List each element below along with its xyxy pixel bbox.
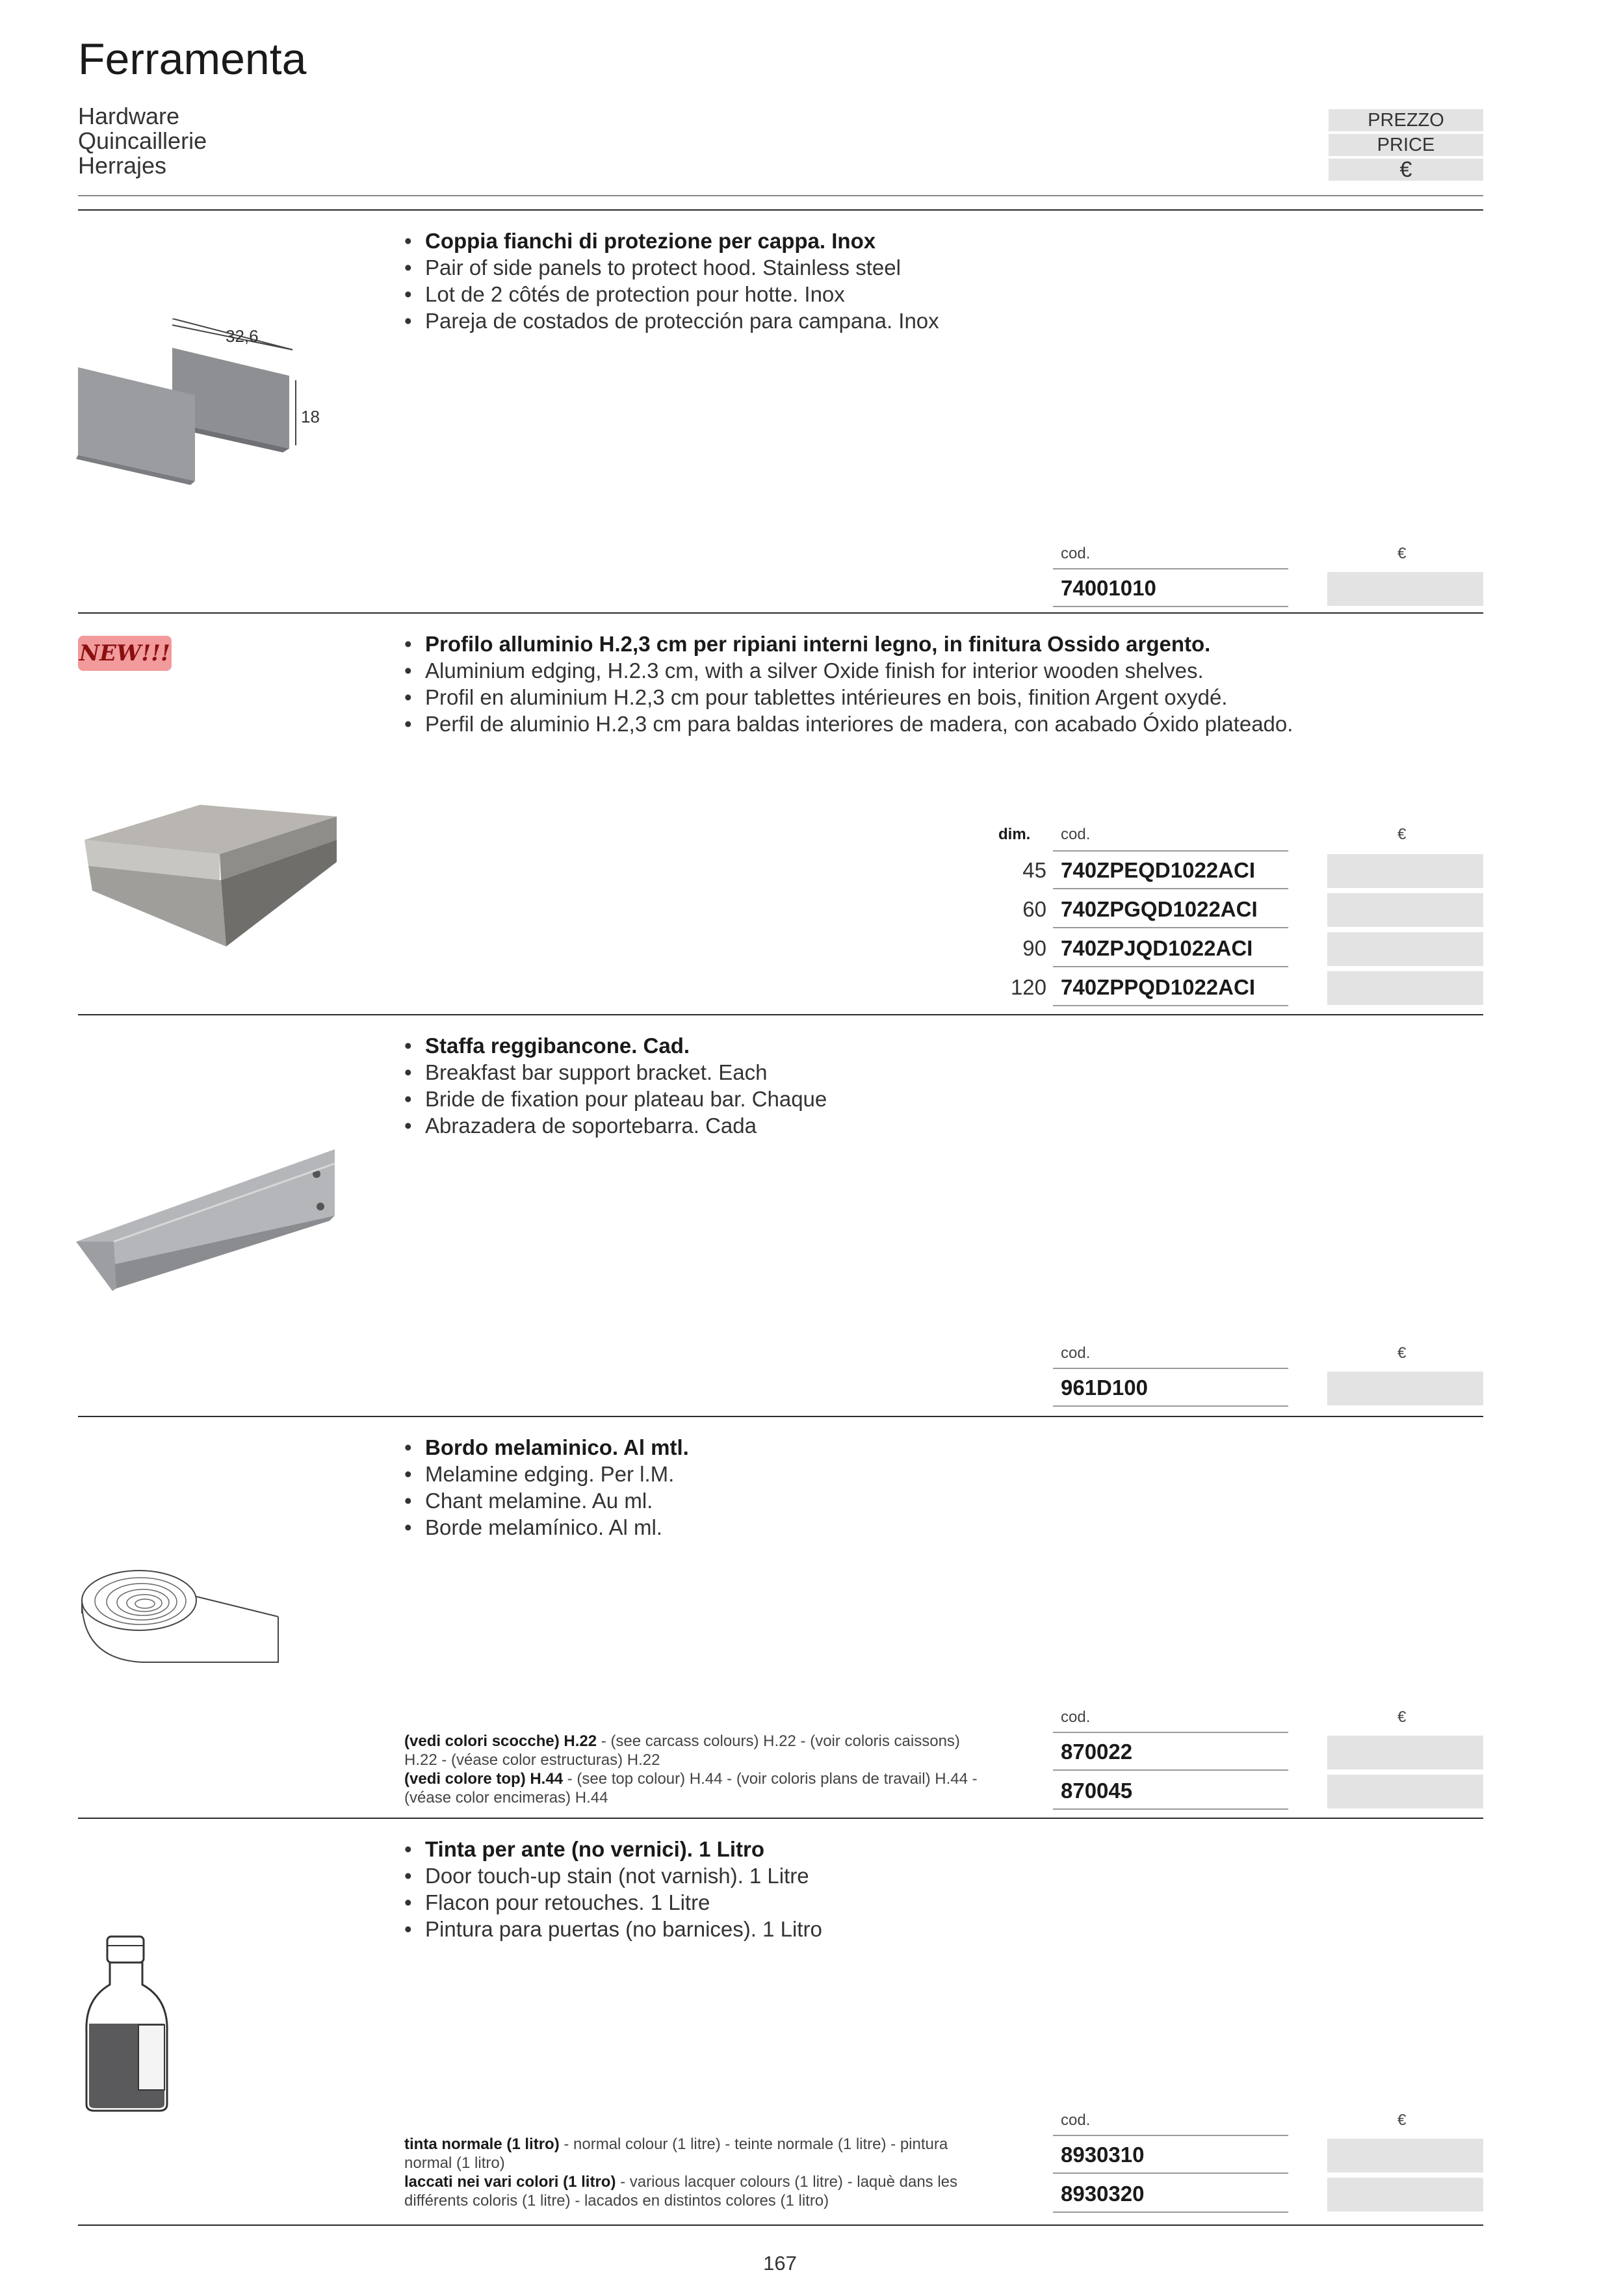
- code-underline: [1053, 606, 1288, 607]
- product-line-es: Perfil de aluminio H.2,3 cm para baldas interiores de madera, con acabado Óxido plateado.: [425, 712, 1293, 736]
- price-cell: [1327, 572, 1483, 606]
- price-cell: [1327, 2178, 1483, 2211]
- price-cell: [1327, 1736, 1483, 1769]
- section-divider: [78, 1014, 1483, 1015]
- note-rest: - various lacquer colours (1 litre) - laquè dans les différents coloris (1 litre) - lacados en distintos colores (1 litro): [404, 2173, 958, 2210]
- code-row: [1053, 1369, 1483, 1407]
- product-line-en: Melamine edging. Per l.M.: [425, 1462, 675, 1486]
- product-line-en: Pair of side panels to protect hood. Stainless steel: [425, 255, 901, 280]
- code-row: [1022, 891, 1483, 928]
- cod-label: cod.: [1061, 545, 1091, 562]
- product-title: Profilo alluminio H.2,3 cm per ripiani interni legno, in finitura Ossido argento.: [425, 632, 1211, 656]
- price-column-header: [1329, 109, 1483, 183]
- euro-label: €: [1397, 1344, 1407, 1362]
- note-line: [404, 2135, 989, 2172]
- dim-label: dim.: [998, 826, 1031, 843]
- product-description: • Staffa reggibancone. Cad. • Breakfast bar support bracket. Each • Bride de fixation pour plateau bar. Chaque • Abrazadera de soportebarra. Cada: [404, 1034, 827, 1138]
- header-divider-light: [78, 195, 1483, 196]
- product-line-en: Breakfast bar support bracket. Each: [425, 1060, 768, 1084]
- code-underline: [1053, 2172, 1288, 2174]
- product-line-es: Pareja de costados de protección para campana. Inox: [425, 309, 939, 333]
- code-underline: [1053, 1405, 1288, 1407]
- code-row: [1022, 930, 1483, 967]
- code-underline: [1053, 888, 1288, 889]
- product-notes: [404, 1732, 989, 1807]
- section-divider: [78, 1818, 1483, 1819]
- section-divider: [78, 612, 1483, 614]
- euro-label: €: [1397, 545, 1407, 562]
- price-head-euro: €: [1329, 159, 1483, 181]
- price-cell: [1327, 1372, 1483, 1405]
- code-row: [1053, 2175, 1483, 2213]
- product-line-es: Pintura para puertas (no barnices). 1 Litro: [425, 1917, 822, 1941]
- product-notes: [404, 2135, 989, 2210]
- code-underline: [1053, 966, 1288, 967]
- price-head-it: PREZZO: [1329, 109, 1483, 131]
- section-divider: [78, 1416, 1483, 1417]
- code-row: [1053, 1772, 1483, 1810]
- product-line-en: Door touch-up stain (not varnish). 1 Litre: [425, 1864, 809, 1888]
- product-code: 740ZPEQD1022ACI: [1061, 858, 1255, 882]
- code-underline: [1053, 1005, 1288, 1006]
- product-line-fr: Chant melamine. Au ml.: [425, 1489, 653, 1513]
- product-title: Tinta per ante (no vernici). 1 Litro: [425, 1837, 764, 1861]
- product-title: Bordo melaminico. Al mtl.: [425, 1435, 689, 1459]
- dim-width-label: 32,6: [226, 326, 259, 346]
- code-row: [1010, 969, 1483, 1006]
- product-code: 740ZPPQD1022ACI: [1061, 975, 1255, 999]
- side-panels-image: [75, 319, 335, 494]
- dimension-value: 120: [1010, 975, 1046, 999]
- product-code: 870045: [1061, 1779, 1133, 1803]
- page-subtitles: [78, 104, 207, 178]
- header-divider: [78, 209, 1483, 211]
- code-underline: [1053, 927, 1288, 928]
- product-description: • Profilo alluminio H.2,3 cm per ripiani interni legno, in finitura Ossido argento. • Aluminium edging, H.2.3 cm, with a silver Oxide finish for interior wooden shelves. • Profil en aluminium H.2,3 cm pour tablettes intérieures en bois, finition Argent oxydé. • Perfil de aluminio H.2,3 cm para baldas interiores de madera, con acabado Óxido plateado.: [404, 632, 1293, 736]
- page-title: Ferramenta: [78, 34, 307, 84]
- product-code: 8930310: [1061, 2143, 1145, 2167]
- price-cell: [1327, 893, 1483, 927]
- product-title: Staffa reggibancone. Cad.: [425, 1034, 690, 1058]
- stain-bottle-image: [81, 1934, 179, 2116]
- code-row: [1022, 852, 1483, 889]
- price-cell: [1327, 971, 1483, 1005]
- code-row: [1053, 1733, 1483, 1771]
- cod-label: cod.: [1061, 1708, 1091, 1726]
- note-rest: - normal colour (1 litre) - teinte normale (1 litre) - pintura normal (1 litro): [404, 2135, 948, 2172]
- subtitle-es: Herrajes: [78, 152, 167, 179]
- product-description: • Bordo melaminico. Al mtl. • Melamine edging. Per l.M. • Chant melamine. Au ml. • Borde melamínico. Al ml.: [404, 1435, 689, 1539]
- product-code: 8930320: [1061, 2182, 1145, 2206]
- code-row: [1053, 569, 1483, 607]
- dim-height-label: 18: [301, 407, 320, 426]
- subtitle-en: Hardware: [78, 103, 180, 129]
- note-line: [404, 1769, 989, 1807]
- product-code: 740ZPGQD1022ACI: [1061, 897, 1258, 921]
- product-description: • Tinta per ante (no vernici). 1 Litro • Door touch-up stain (not varnish). 1 Litre • Flacon pour retouches. 1 Litre • Pintura para puertas (no barnices). 1 Litro: [404, 1837, 822, 1941]
- note-bold: (vedi colore top) H.44: [404, 1770, 564, 1788]
- code-underline: [1053, 2211, 1288, 2213]
- product-code: 740ZPJQD1022ACI: [1061, 936, 1253, 960]
- cod-label: cod.: [1061, 826, 1091, 843]
- product-line-es: Borde melamínico. Al ml.: [425, 1515, 662, 1539]
- dimension-value: 60: [1022, 897, 1046, 921]
- note-bold: tinta normale (1 litro): [404, 2135, 560, 2153]
- cod-label: cod.: [1061, 2111, 1091, 2129]
- product-title: Coppia fianchi di protezione per cappa. Inox: [425, 229, 876, 253]
- note-bold: (vedi colori scocche) H.22: [404, 1732, 597, 1750]
- section-divider: [78, 2224, 1483, 2226]
- euro-label: €: [1397, 1708, 1407, 1726]
- code-underline: [1053, 1808, 1288, 1810]
- note-bold: laccati nei vari colori (1 litro): [404, 2173, 616, 2191]
- product-line-fr: Profil en aluminium H.2,3 cm pour tablettes intérieures en bois, finition Argent oxydé.: [425, 685, 1228, 709]
- product-line-es: Abrazadera de soportebarra. Cada: [425, 1114, 757, 1138]
- note-rest: - (see carcass colours) H.22 - (voir coloris caissons) H.22 - (véase color estructuras) H.22: [404, 1732, 960, 1769]
- product-line-fr: Flacon pour retouches. 1 Litre: [425, 1890, 710, 1914]
- product-line-en: Aluminium edging, H.2.3 cm, with a silver Oxide finish for interior wooden shelves.: [425, 659, 1204, 683]
- bracket-image: [75, 1144, 341, 1294]
- price-cell: [1327, 854, 1483, 888]
- product-line-fr: Bride de fixation pour plateau bar. Chaque: [425, 1087, 827, 1111]
- price-head-en: PRICE: [1329, 134, 1483, 156]
- dimension-value: 45: [1022, 858, 1046, 882]
- subtitle-fr: Quincaillerie: [78, 127, 207, 154]
- product-code: 74001010: [1061, 576, 1156, 600]
- product-code: 870022: [1061, 1740, 1133, 1764]
- code-row: [1053, 2136, 1483, 2174]
- new-badge: NEW!!!: [78, 636, 172, 671]
- note-rest: - (see top colour) H.44 - (voir coloris plans de travail) H.44 - (véase color encimeras) H.44: [404, 1770, 978, 1807]
- dimension-value: 90: [1022, 936, 1046, 960]
- product-code: 961D100: [1061, 1376, 1148, 1400]
- product-line-fr: Lot de 2 côtés de protection pour hotte. Inox: [425, 282, 845, 306]
- product-description: • Coppia fianchi di protezione per cappa. Inox • Pair of side panels to protect hood. Stainless steel • Lot de 2 côtés de protection pour hotte. Inox • Pareja de costados de protección para campana. Inox: [404, 229, 939, 333]
- edging-roll-image: [77, 1568, 285, 1672]
- price-cell: [1327, 2139, 1483, 2172]
- code-underline: [1053, 1769, 1288, 1771]
- price-cell: [1327, 1775, 1483, 1808]
- note-line: [404, 2172, 989, 2210]
- price-cell: [1327, 932, 1483, 966]
- cod-label: cod.: [1061, 1344, 1091, 1362]
- euro-label: €: [1397, 2111, 1407, 2129]
- note-line: [404, 1732, 989, 1769]
- euro-label: €: [1397, 826, 1407, 843]
- aluminium-profile-image: [77, 800, 343, 956]
- page-number: 167: [763, 2252, 797, 2275]
